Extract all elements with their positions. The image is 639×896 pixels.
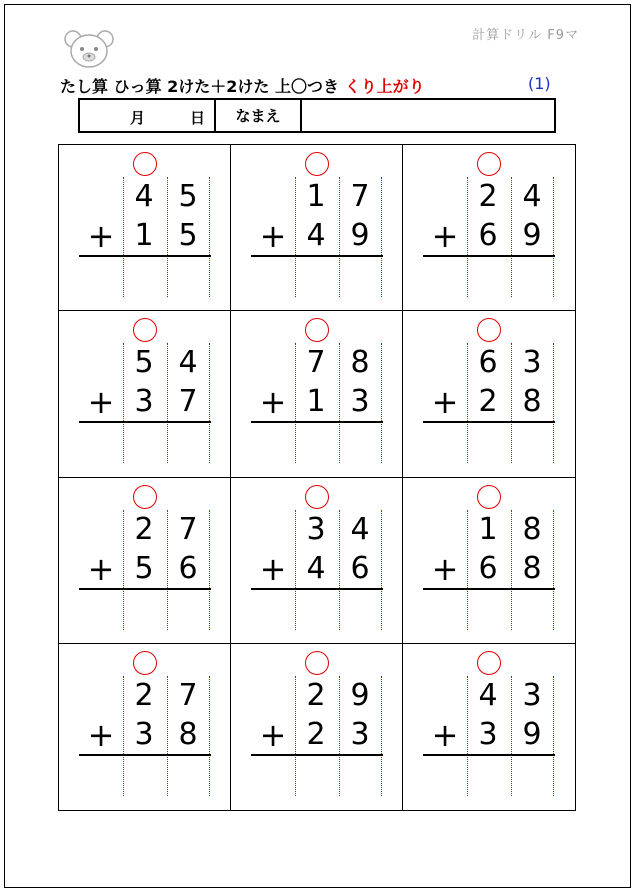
top-tens-digit: 2 xyxy=(134,511,154,547)
problem-cell xyxy=(403,644,575,810)
bottom-ones-digit: 7 xyxy=(178,384,198,420)
carry-circle[interactable] xyxy=(305,318,329,342)
bottom-tens-digit: 3 xyxy=(478,716,498,752)
guide-line xyxy=(553,177,554,297)
problem-cell xyxy=(403,478,575,644)
title-highlight: くり上がり xyxy=(344,77,425,96)
bottom-tens-digit: 6 xyxy=(478,218,498,253)
plus-sign: + xyxy=(431,715,459,754)
guide-line xyxy=(381,510,382,630)
plus-sign: + xyxy=(87,383,115,422)
bottom-ones-digit: 6 xyxy=(350,550,370,586)
plus-sign: + xyxy=(259,217,287,255)
bottom-tens-digit: 3 xyxy=(134,716,154,752)
top-tens-digit: 3 xyxy=(306,511,326,547)
top-tens-digit: 4 xyxy=(134,179,154,214)
guide-line xyxy=(209,177,210,297)
plus-sign: + xyxy=(87,549,115,588)
answer-line xyxy=(251,421,383,423)
page-number: (1) xyxy=(528,74,551,93)
answer-line xyxy=(79,754,211,756)
bottom-tens-digit: 3 xyxy=(134,384,154,420)
plus-sign: + xyxy=(259,549,287,588)
problem-cell xyxy=(231,145,403,311)
carry-circle[interactable] xyxy=(477,485,501,509)
carry-circle[interactable] xyxy=(477,318,501,342)
carry-circle[interactable] xyxy=(305,152,329,176)
plus-sign: + xyxy=(431,383,459,422)
guide-line xyxy=(209,343,210,463)
problem-cell xyxy=(403,311,575,477)
problem-cell xyxy=(59,311,231,477)
problem-cell xyxy=(59,145,231,311)
bottom-ones-digit: 3 xyxy=(350,716,370,752)
top-ones-digit: 5 xyxy=(178,179,198,214)
bottom-tens-digit: 1 xyxy=(306,384,326,420)
top-ones-digit: 8 xyxy=(350,345,370,381)
bottom-tens-digit: 5 xyxy=(134,550,154,586)
top-tens-digit: 1 xyxy=(478,511,498,547)
plus-sign: + xyxy=(431,549,459,588)
top-ones-digit: 3 xyxy=(522,677,542,713)
month-label: 月 xyxy=(130,109,146,127)
answer-line xyxy=(423,421,555,423)
guide-line xyxy=(381,177,382,297)
guide-line xyxy=(553,510,554,630)
bottom-tens-digit: 2 xyxy=(306,716,326,752)
guide-line xyxy=(553,343,554,463)
guide-line xyxy=(381,676,382,796)
answer-line xyxy=(79,588,211,590)
top-ones-digit: 8 xyxy=(522,511,542,547)
carry-circle[interactable] xyxy=(133,485,157,509)
bottom-ones-digit: 9 xyxy=(350,218,370,253)
answer-line xyxy=(251,754,383,756)
answer-line xyxy=(423,588,555,590)
carry-circle[interactable] xyxy=(133,152,157,176)
bottom-ones-digit: 8 xyxy=(522,550,542,586)
problem-cell xyxy=(403,145,575,311)
bear-face-icon xyxy=(63,29,115,69)
problem-cell xyxy=(231,311,403,477)
bottom-ones-digit: 8 xyxy=(178,716,198,752)
answer-line xyxy=(79,255,211,257)
top-ones-digit: 4 xyxy=(350,511,370,547)
top-ones-digit: 9 xyxy=(350,677,370,713)
brand-label: 計算ドリル F9マ xyxy=(472,28,579,43)
bottom-tens-digit: 4 xyxy=(306,550,326,586)
title-main: たし算 ひっ算 2けた＋2けた 上〇つき xyxy=(60,77,339,96)
bottom-ones-digit: 6 xyxy=(178,550,198,586)
date-field[interactable] xyxy=(80,100,216,131)
name-field[interactable] xyxy=(302,100,554,131)
plus-sign: + xyxy=(87,217,115,255)
top-ones-digit: 7 xyxy=(178,677,198,713)
name-label: なまえ xyxy=(216,100,302,131)
problem-cell xyxy=(59,644,231,810)
answer-line xyxy=(423,754,555,756)
bottom-tens-digit: 4 xyxy=(306,218,326,253)
top-tens-digit: 1 xyxy=(306,179,326,214)
bottom-tens-digit: 2 xyxy=(478,384,498,420)
top-tens-digit: 2 xyxy=(306,677,326,713)
plus-sign: + xyxy=(259,383,287,422)
bottom-ones-digit: 3 xyxy=(350,384,370,420)
guide-line xyxy=(553,676,554,796)
top-tens-digit: 2 xyxy=(478,179,498,214)
carry-circle[interactable] xyxy=(133,651,157,675)
top-tens-digit: 4 xyxy=(478,677,498,713)
top-tens-digit: 2 xyxy=(134,677,154,713)
answer-line xyxy=(251,588,383,590)
answer-line xyxy=(251,255,383,257)
bottom-ones-digit: 9 xyxy=(522,716,542,752)
bottom-tens-digit: 6 xyxy=(478,550,498,586)
top-ones-digit: 4 xyxy=(522,179,542,214)
top-tens-digit: 6 xyxy=(478,345,498,381)
top-ones-digit: 3 xyxy=(522,345,542,381)
plus-sign: + xyxy=(259,715,287,754)
plus-sign: + xyxy=(87,715,115,754)
bottom-ones-digit: 9 xyxy=(522,218,542,253)
carry-circle[interactable] xyxy=(477,651,501,675)
problem-cell xyxy=(231,644,403,810)
carry-circle[interactable] xyxy=(305,651,329,675)
carry-circle[interactable] xyxy=(133,318,157,342)
top-ones-digit: 4 xyxy=(178,345,198,381)
answer-line xyxy=(423,255,555,257)
student-info-box xyxy=(78,98,556,133)
top-tens-digit: 5 xyxy=(134,345,154,381)
bottom-ones-digit: 5 xyxy=(178,218,198,253)
carry-circle[interactable] xyxy=(477,152,501,176)
top-ones-digit: 7 xyxy=(350,179,370,214)
problem-grid xyxy=(58,144,576,811)
carry-circle[interactable] xyxy=(305,485,329,509)
answer-line xyxy=(79,421,211,423)
bottom-tens-digit: 1 xyxy=(134,218,154,253)
page-title xyxy=(60,74,425,97)
plus-sign: + xyxy=(431,217,459,255)
guide-line xyxy=(381,343,382,463)
top-tens-digit: 7 xyxy=(306,345,326,381)
guide-line xyxy=(209,510,210,630)
top-ones-digit: 7 xyxy=(178,511,198,547)
problem-cell xyxy=(59,478,231,644)
bottom-ones-digit: 8 xyxy=(522,384,542,420)
guide-line xyxy=(209,676,210,796)
problem-cell xyxy=(231,478,403,644)
day-label: 日 xyxy=(190,109,206,127)
